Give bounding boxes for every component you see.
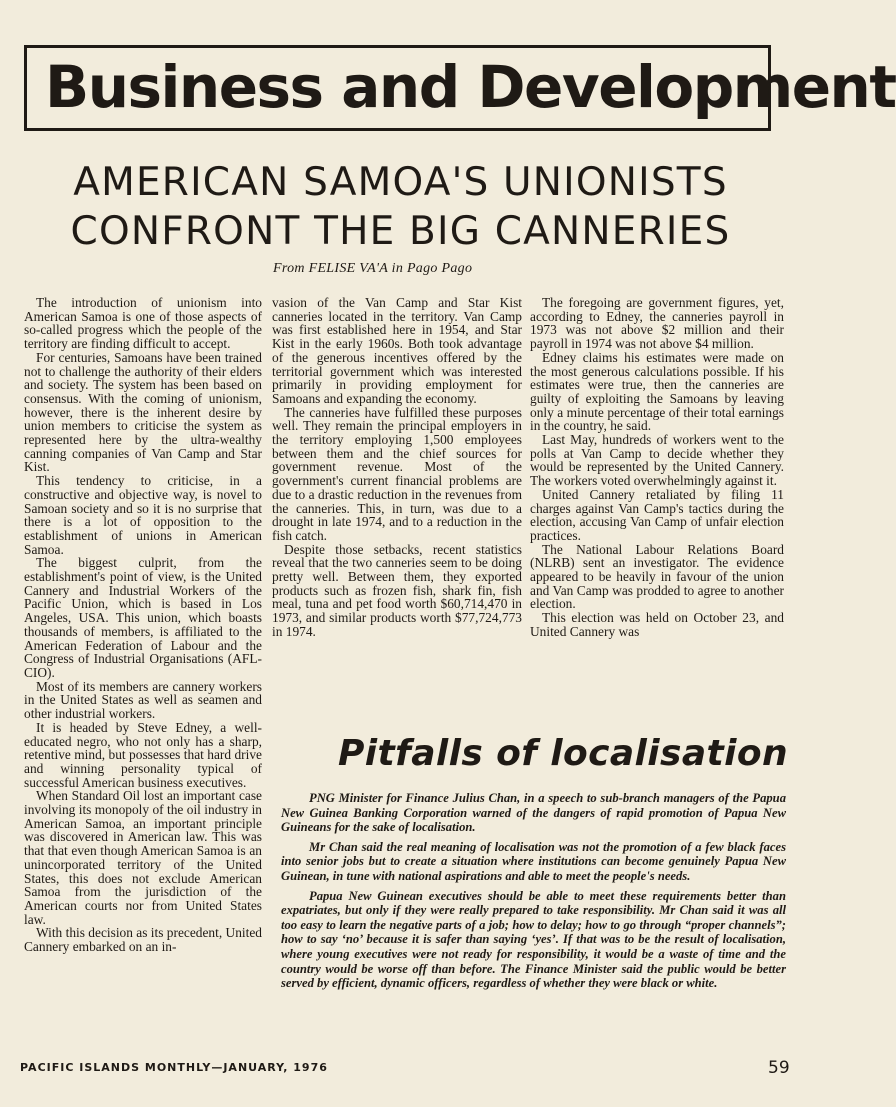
paragraph: Last May, hundreds of workers went to the polls at Van Camp to decide whether they would be represented by the United Cannery. The workers voted overwhelmingly against it.: [530, 432, 784, 489]
paragraph: This election was held on October 23, and United Cannery was: [530, 610, 784, 639]
paragraph: For centuries, Samoans have been trained not to challenge the authority of their elders and society. The system has been based on consensus. With the coming of unionism, however, there is the inherent desire by union members to criticise the system as represented here by the ultra-wealthy canning companies of Van Camp and Star Kist.: [24, 349, 262, 475]
article-byline: From FELISE VA'A in Pago Pago: [273, 261, 473, 276]
paragraph: Papua New Guinean executives should be able to meet these requirements better than expatriates, but only if they were really prepared to take responsibility. Mr Chan said it was all too easy to learn the negative parts of a job; how to delay; how to go through “proper channels”; how to say ‘no’ because it is safer than saying ‘yes’. If that was to be the result of localisation, where young executives were not ready for responsibility, it would be a waste of time and the country would be worse off than before. The Finance Minister said the public would be better served by efficient, dynamic officers, regardless of whether they were black or white.: [281, 888, 786, 991]
paragraph: With this decision as its precedent, United Cannery embarked on an in-: [24, 925, 262, 955]
paragraph: When Standard Oil lost an important case involving its monopoly of the oil industry in American Samoa, an important principle was discovered in American law. This was that that even though American Samoa is an unincorporated territory of the United States, this does not exclude American Samoa from the jurisdiction of the American courts nor from United States law.: [24, 788, 262, 927]
paragraph: This tendency to criticise, in a constructive and objective way, is novel to Samoan society and so it is no surprise that there is a lot of opposition to the establishment of unions in American Samoa.: [24, 473, 262, 557]
paragraph: The foregoing are government figures, yet, according to Edney, the canneries payroll in 1973 was not above $2 million and their payroll in 1974 was not above $4 million.: [530, 295, 784, 352]
paragraph: PNG Minister for Finance Julius Chan, in a speech to sub-branch managers of the Papua New Guinea Banking Corporation warned of the dangers of rapid promotion of Papua New Guineans for the sake of localisation.: [281, 791, 786, 835]
article-column-3: [530, 296, 784, 639]
paragraph: Edney claims his estimates were made on the most generous calculations possible. If his estimates were true, then the canneries are guilty of exploiting the Samoans by leaving only a minute percentage of their total earnings in the country, he said.: [530, 349, 784, 434]
paragraph: The introduction of unionism into American Samoa is one of those aspects of so-called progress which the people of the territory are finding difficult to accept.: [24, 295, 262, 352]
paragraph: The National Labour Relations Board (NLRB) sent an investigator. The evidence appeared to be heavily in favour of the union and Van Camp was prodded to agree to another election.: [530, 541, 784, 612]
pitfalls-title: Pitfalls of localisation: [338, 733, 789, 774]
paragraph: The biggest culprit, from the establishment's point of view, is the United Cannery and Industrial Workers of the Pacific Union, which is based in Los Angeles, USA. This union, which boasts thousands of members, is affiliated to the American Federation of Labour and the Congress of Industrial Organisations (AFL-CIO).: [24, 555, 262, 680]
pitfalls-article: [281, 791, 786, 996]
article-column-1: [24, 296, 262, 954]
paragraph: Mr Chan said the real meaning of localisation was not the promotion of a few black faces into senior jobs but to create a situation where institutions can become genuinely Papua New Guinean, in tune with national aspirations and able to meet the people's needs.: [281, 839, 786, 883]
headline-line-1: AMERICAN SAMOA'S UNIONISTS: [73, 160, 728, 205]
paragraph: Despite those setbacks, recent statistics reveal that the two canneries seem to be doing pretty well. Between them, they exported products such as frozen fish, shark fin, fish meal, tuna and pet food worth $60,714,470 in 1973, and similar products worth $77,724,773 in 1974.: [272, 541, 522, 639]
page-number: 59: [768, 1058, 790, 1078]
paragraph: United Cannery retaliated by filing 11 charges against Van Camp's tactics during the election, accusing Van Camp of unfair election practices.: [530, 486, 784, 543]
article-headline: [18, 158, 783, 256]
paragraph: Most of its members are cannery workers in the United States as well as seamen and other industrial workers.: [24, 678, 262, 722]
paragraph: vasion of the Van Camp and Star Kist canneries located in the territory. Van Camp was first established here in 1954, and Star Kist in the early 1960s. Both took advantage of the generous incentives offered by the territorial government which was interested primarily in providing employment for Samoans and expanding the economy.: [272, 295, 522, 406]
publication-footer: PACIFIC ISLANDS MONTHLY—JANUARY, 1976: [20, 1061, 328, 1074]
paragraph: It is headed by Steve Edney, a well-educated negro, who not only has a sharp, retentive mind, but possesses that hard drive and winning personality typical of successful American business executives.: [24, 719, 262, 790]
headline-line-2: CONFRONT THE BIG CANNERIES: [70, 209, 731, 254]
article-column-2: [272, 296, 522, 639]
section-title: Business and Development: [45, 53, 896, 121]
paragraph: The canneries have fulfilled these purposes well. They remain the principal employers in the territory employing 1,500 employees between them and the chief sources for government revenue. Most of the government's current financial problems are due to a drastic reduction in the revenues from the canneries. This, in turn, was due to a drought in late 1974, and to a reduction in the fish catch.: [272, 404, 522, 543]
